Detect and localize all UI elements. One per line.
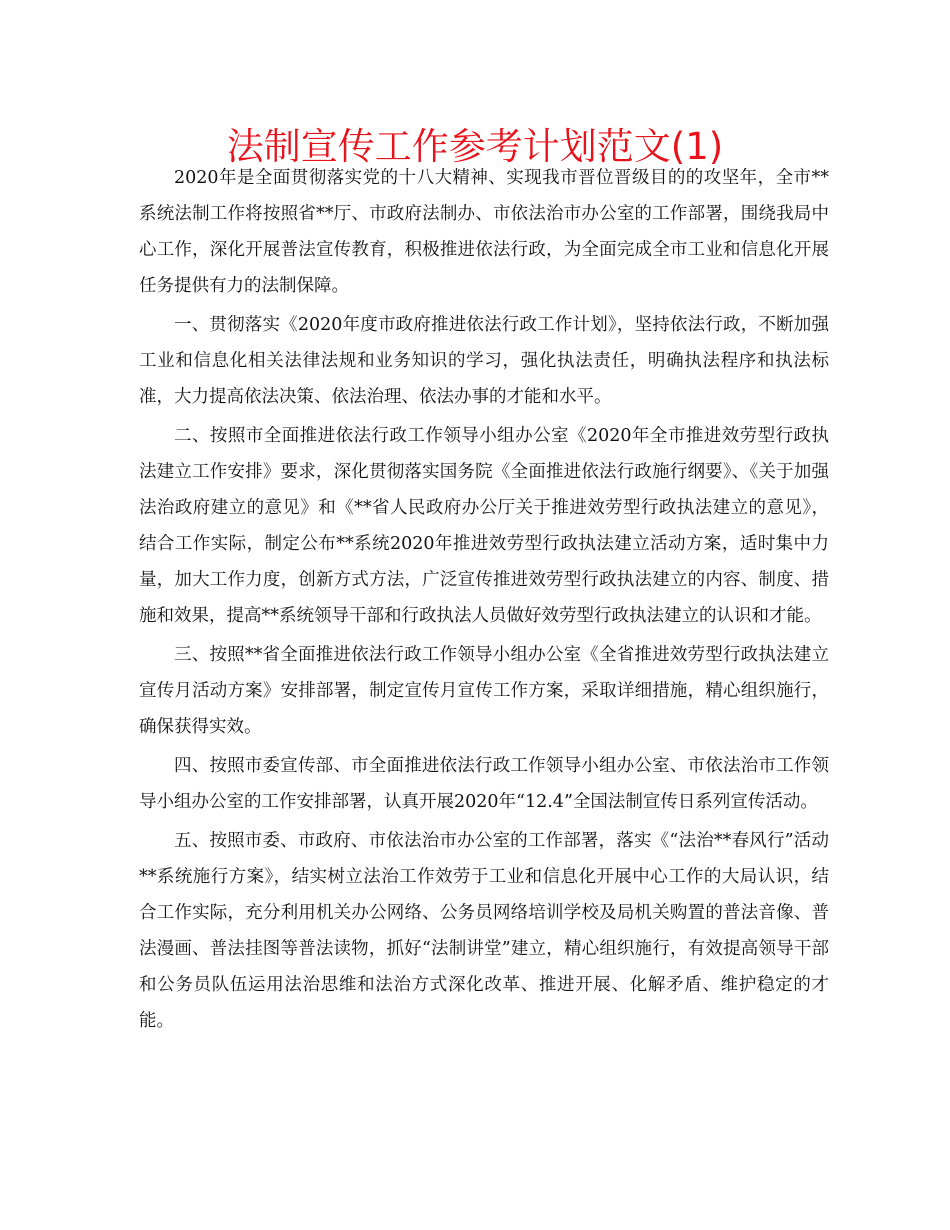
paragraph-item-2: 二、按照市全面推进依法行政工作领导小组办公室《2020年全市推进效劳型行政执法建立工作安排》要求，深化贯彻落实国务院《全面推进依法行政施行纲要》、《关于加强法治政府建立的意见》和《**省人民政府办公厅关于推进效劳型行政执法建立的意见》，结合工作实际，制定公布**系统2020年推进效劳型行政执法建立活动方案，适时集中力量，加大工作力度，创新方式方法，广泛宣传推进效劳型行政执法建立的内容、制度、措施和效果，提高**系统领导干部和行政执法人员做好效劳型行政执法建立的认识和才能。	[139, 426, 829, 626]
paragraph-item-1: 一、贯彻落实《2020年度市政府推进依法行政工作计划》，坚持依法行政，不断加强工业和信息化相关法律法规和业务知识的学习，强化执法责任，明确执法程序和执法标准，大力提高依法决策、依法治理、依法办事的才能和水平。	[139, 315, 829, 407]
paragraph-item-3: 三、按照**省全面推进依法行政工作领导小组办公室《全省推进效劳型行政执法建立宣传月活动方案》安排部署，制定宣传月宣传工作方案，采取详细措施，精心组织施行，确保获得实效。	[139, 645, 829, 737]
paragraph-item-4: 四、按照市委宣传部、市全面推进依法行政工作领导小组办公室、市依法治市工作领导小组办公室的工作安排部署，认真开展2020年“12.4”全国法制宣传日系列宣传活动。	[139, 756, 829, 812]
document-body	[139, 160, 829, 1042]
paragraph-item-5: 五、按照市委、市政府、市依法治市办公室的工作部署，落实《“法治**春风行”活动**系统施行方案》，结实树立法治工作效劳于工业和信息化开展中心工作的大局认识，结合工作实际，充分利用机关办公网络、公务员网络培训学校及局机关购置的普法音像、普法漫画、普法挂图等普法读物，抓好“法制讲堂”建立，精心组织施行，有效提高领导干部和公务员队伍运用法治思维和法治方式深化改革、推进开展、化解矛盾、维护稳定的才能。	[139, 831, 829, 1031]
document-title: 法制宣传工作参考计划范文(1)	[226, 125, 724, 168]
paragraph-intro: 2020年是全面贯彻落实党的十八大精神、实现我市晋位晋级目的的攻坚年，全市**系统法制工作将按照省**厅、市政府法制办、市依法治市办公室的工作部署，围绕我局中心工作，深化开展普法宣传教育，积极推进依法行政，为全面完成全市工业和信息化开展任务提供有力的法制保障。	[139, 168, 829, 296]
